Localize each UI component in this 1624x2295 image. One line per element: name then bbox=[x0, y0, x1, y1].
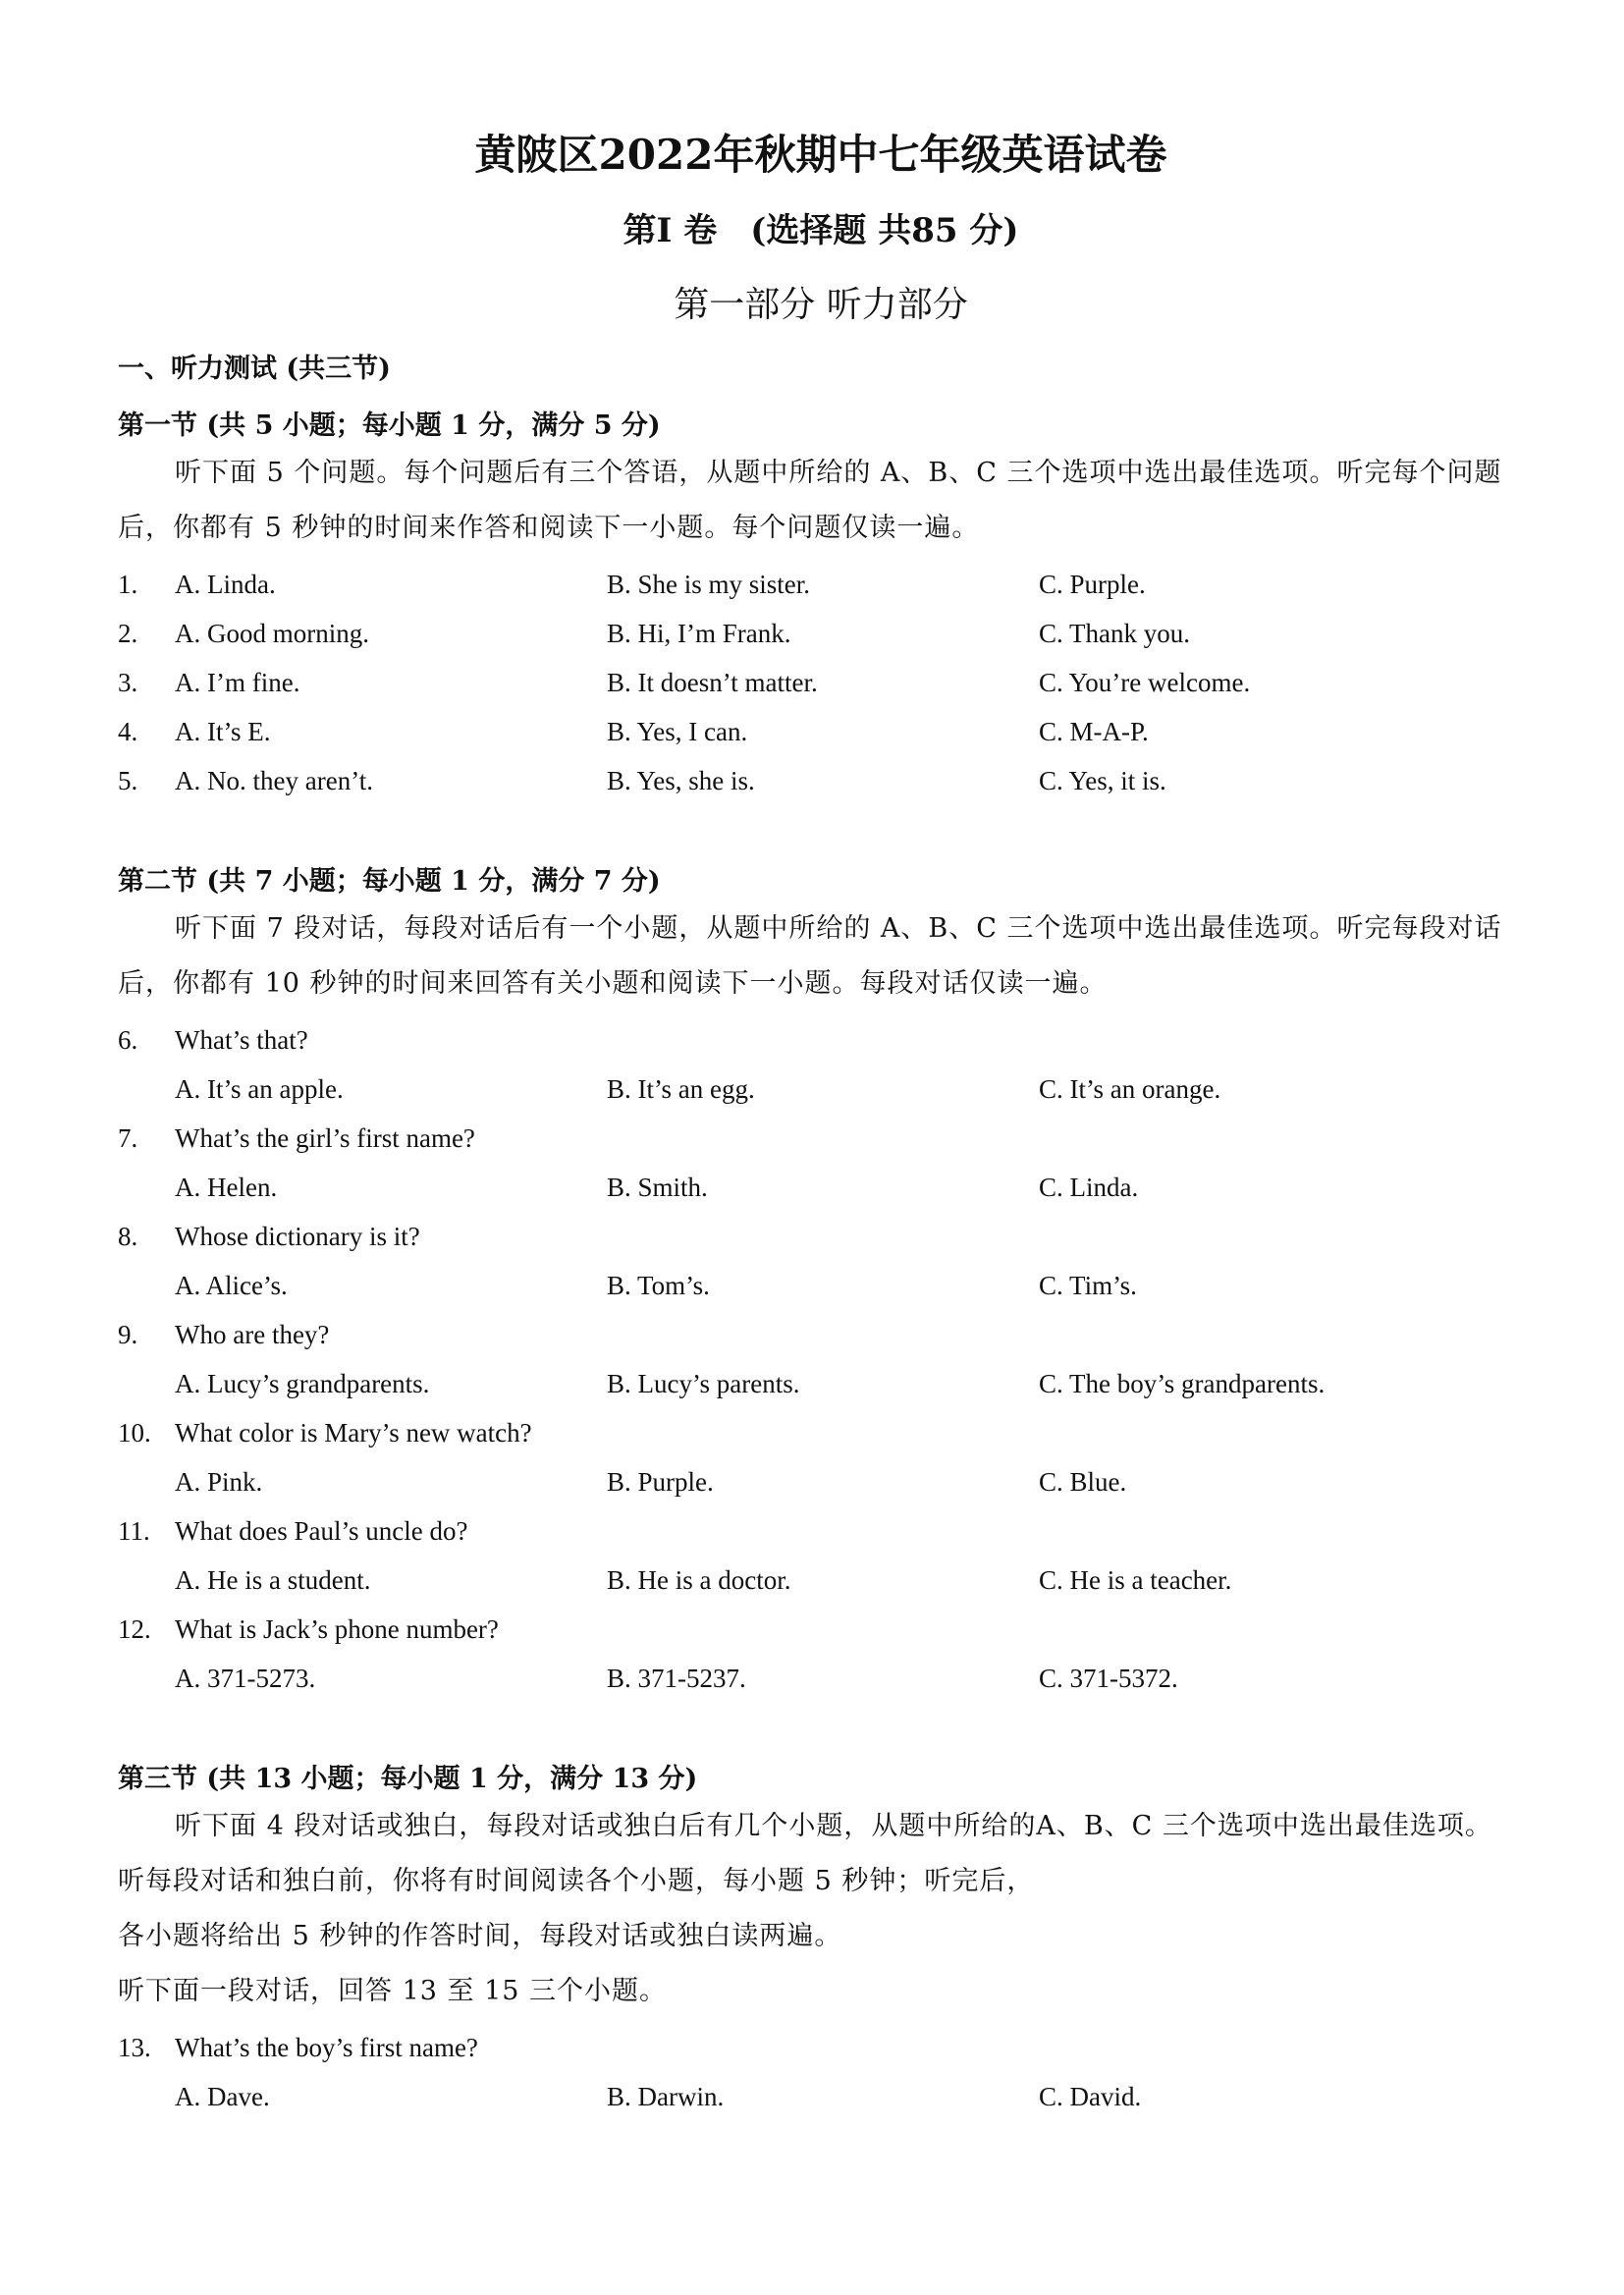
question-block bbox=[118, 1212, 1524, 1310]
question-stem-row bbox=[118, 1310, 1524, 1359]
section2-title: 第二节 (共 7 小题；每小题 1 分，满分 7 分) bbox=[118, 866, 661, 897]
question-row bbox=[118, 658, 1524, 707]
option-a: A. Good morning. bbox=[175, 619, 369, 648]
listening-heading: 一、听力测试 (共三节) bbox=[118, 354, 391, 384]
option-b: B. Purple. bbox=[607, 1467, 714, 1497]
question-row bbox=[118, 560, 1524, 609]
question-number: 2. bbox=[118, 619, 138, 648]
options-row bbox=[118, 1457, 1524, 1506]
options-row bbox=[118, 1556, 1524, 1605]
section3-instructions: 听下面 4 段对话或独白，每段对话或独白后有几个小题，从题中所给的A、B、C 三个选项中选出最佳选项。 bbox=[175, 1811, 1492, 1841]
question-row bbox=[118, 707, 1524, 756]
section2-items bbox=[118, 1015, 1524, 1703]
option-a: A. It’s E. bbox=[175, 717, 271, 746]
question-stem-row bbox=[118, 1605, 1524, 1654]
option-c: C. M-A-P. bbox=[1039, 717, 1149, 746]
question-stem-row bbox=[118, 2023, 1524, 2072]
question-text: What’s the girl’s first name? bbox=[175, 1123, 475, 1153]
question-stem-row bbox=[118, 1114, 1524, 1163]
question-number: 13. bbox=[118, 2033, 151, 2062]
option-c: C. Purple. bbox=[1039, 570, 1146, 599]
question-number: 1. bbox=[118, 570, 138, 599]
question-number: 4. bbox=[118, 717, 138, 746]
question-text: What color is Mary’s new watch? bbox=[175, 1418, 532, 1448]
option-a: A. He is a student. bbox=[175, 1565, 371, 1595]
section3-instructions-line2: 听每段对话和独白前，你将有时间阅读各个小题，每小题 5 秒钟；听完后， bbox=[118, 1866, 1035, 1896]
question-block bbox=[118, 1114, 1524, 1212]
option-a: A. No. they aren’t. bbox=[175, 766, 373, 795]
options-row bbox=[118, 1163, 1524, 1212]
section3-instructions-line3: 各小题将给出 5 秒钟的作答时间，每段对话或独白读两遍。 bbox=[118, 1921, 842, 1951]
section1-items bbox=[118, 560, 1524, 805]
question-stem-row bbox=[118, 1408, 1524, 1457]
options-row bbox=[118, 1261, 1524, 1310]
options-row bbox=[118, 1359, 1524, 1408]
option-a: A. Dave. bbox=[175, 2082, 270, 2111]
question-stem-row bbox=[118, 1212, 1524, 1261]
options-row bbox=[118, 1065, 1524, 1114]
option-b: B. Yes, I can. bbox=[607, 717, 748, 746]
option-a: A. Helen. bbox=[175, 1173, 278, 1202]
question-block bbox=[118, 1506, 1524, 1605]
question-block bbox=[118, 1408, 1524, 1506]
option-b: B. Smith. bbox=[607, 1173, 708, 1202]
option-a: A. I’m fine. bbox=[175, 668, 300, 697]
question-block bbox=[118, 2023, 1524, 2121]
question-text: What does Paul’s uncle do? bbox=[175, 1516, 468, 1546]
question-text: What’s that? bbox=[175, 1025, 308, 1055]
option-b: B. 371-5237. bbox=[607, 1664, 746, 1693]
question-text: Whose dictionary is it? bbox=[175, 1222, 420, 1251]
option-b: B. It doesn’t matter. bbox=[607, 668, 818, 697]
exam-title: 黄陂区2022年秋期中七年级英语试卷 bbox=[474, 131, 1167, 179]
question-number: 5. bbox=[118, 766, 138, 795]
option-c: C. The boy’s grandparents. bbox=[1039, 1369, 1326, 1398]
option-c: C. Linda. bbox=[1039, 1173, 1139, 1202]
option-a: A. Alice’s. bbox=[175, 1271, 288, 1300]
option-a: A. It’s an apple. bbox=[175, 1074, 344, 1104]
option-c: C. Tim’s. bbox=[1039, 1271, 1137, 1300]
question-number: 7. bbox=[118, 1123, 138, 1153]
volume-subtitle: 第I 卷 (选择题 共85 分) bbox=[623, 211, 1019, 250]
question-row bbox=[118, 756, 1524, 805]
option-c: C. He is a teacher. bbox=[1039, 1565, 1232, 1595]
question-number: 8. bbox=[118, 1222, 138, 1251]
option-a: A. 371-5273. bbox=[175, 1664, 316, 1693]
section1-title: 第一节 (共 5 小题；每小题 1 分，满分 5 分) bbox=[118, 410, 661, 441]
section3-dialogue-intro: 听下面一段对话，回答 13 至 15 三个小题。 bbox=[118, 1976, 668, 2006]
section1-instructions: 听下面 5 个问题。每个问题后有三个答语，从题中所给的 A、B、C 三个选项中选出最佳选项。听完每个问题后，你都有 5 秒钟的时间来作答和阅读下一小题。每个问题仅读一遍。 bbox=[118, 458, 1502, 543]
question-text: What’s the boy’s first name? bbox=[175, 2033, 478, 2062]
exam-page bbox=[118, 128, 1524, 2121]
question-number: 6. bbox=[118, 1025, 138, 1055]
option-b: B. She is my sister. bbox=[607, 570, 811, 599]
question-number: 11. bbox=[118, 1516, 150, 1546]
option-a: A. Linda. bbox=[175, 570, 276, 599]
option-c: C. It’s an orange. bbox=[1039, 1074, 1221, 1104]
option-b: B. Darwin. bbox=[607, 2082, 725, 2111]
option-c: C. Thank you. bbox=[1039, 619, 1190, 648]
option-c: C. 371-5372. bbox=[1039, 1664, 1178, 1693]
option-b: B. Hi, I’m Frank. bbox=[607, 619, 791, 648]
option-c: C. You’re welcome. bbox=[1039, 668, 1251, 697]
option-a: A. Lucy’s grandparents. bbox=[175, 1369, 430, 1398]
question-stem-row bbox=[118, 1506, 1524, 1556]
question-number: 9. bbox=[118, 1320, 138, 1349]
question-row bbox=[118, 609, 1524, 658]
question-number: 10. bbox=[118, 1418, 151, 1448]
option-b: B. Lucy’s parents. bbox=[607, 1369, 800, 1398]
question-number: 3. bbox=[118, 668, 138, 697]
question-block bbox=[118, 1015, 1524, 1114]
option-b: B. Tom’s. bbox=[607, 1271, 710, 1300]
option-b: B. Yes, she is. bbox=[607, 766, 755, 795]
option-c: C. Yes, it is. bbox=[1039, 766, 1166, 795]
option-c: C. Blue. bbox=[1039, 1467, 1127, 1497]
question-block bbox=[118, 1310, 1524, 1408]
section3-items bbox=[118, 2023, 1524, 2121]
section2-instructions: 听下面 7 段对话，每段对话后有一个小题，从题中所给的 A、B、C 三个选项中选出最佳选项。听完每段对话后，你都有 10 秒钟的时间来回答有关小题和阅读下一小题。每段对话仅读一遍。 bbox=[118, 913, 1502, 999]
option-c: C. David. bbox=[1039, 2082, 1142, 2111]
part-title: 第一部分 听力部分 bbox=[674, 285, 968, 325]
section3-title: 第三节 (共 13 小题；每小题 1 分，满分 13 分) bbox=[118, 1764, 698, 1794]
options-row bbox=[118, 1654, 1524, 1703]
options-row bbox=[118, 2072, 1524, 2121]
question-stem-row bbox=[118, 1015, 1524, 1065]
option-b: B. He is a doctor. bbox=[607, 1565, 791, 1595]
option-b: B. It’s an egg. bbox=[607, 1074, 755, 1104]
question-number: 12. bbox=[118, 1614, 151, 1644]
question-text: What is Jack’s phone number? bbox=[175, 1614, 499, 1644]
question-text: Who are they? bbox=[175, 1320, 330, 1349]
option-a: A. Pink. bbox=[175, 1467, 263, 1497]
question-block bbox=[118, 1605, 1524, 1703]
